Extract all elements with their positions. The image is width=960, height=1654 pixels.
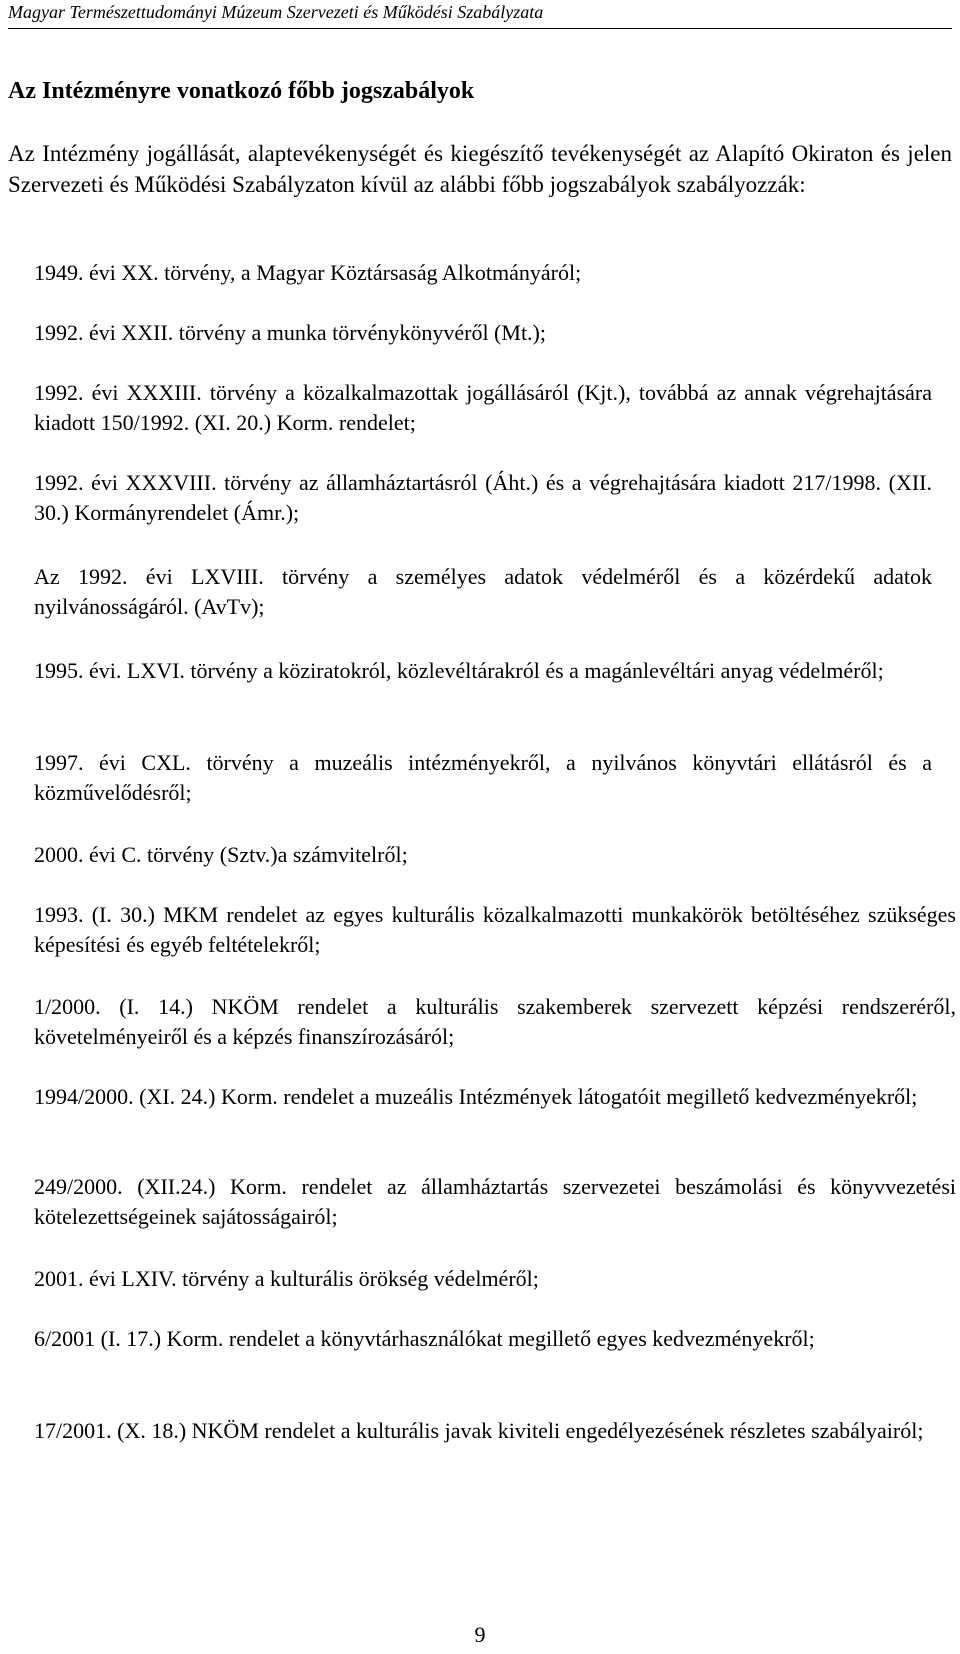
law-item: 1/2000. (I. 14.) NKÖM rendelet a kulturális szakemberek szervezett képzési rendszeréről, követelményeiről és a képzés finanszírozásáról; (34, 994, 956, 1049)
law-item: 17/2001. (X. 18.) NKÖM rendelet a kulturális javak kiviteli engedélyezésének részletes szabályairól; (34, 1418, 924, 1443)
law-item: 1993. (I. 30.) MKM rendelet az egyes kulturális közalkalmazotti munkakörök betöltéséhez szükséges képesítési és egyéb feltételekről; (34, 902, 956, 957)
law-item: 6/2001 (I. 17.) Korm. rendelet a könyvtárhasználókat megillető egyes kedvezményekről; (34, 1326, 815, 1351)
law-item: 1992. évi XXXVIII. törvény az államháztartásról (Áht.) és a végrehajtására kiadott 217/1998. (XII. 30.) Kormányrendelet (Ámr.); (34, 470, 932, 525)
law-item: 2000. évi C. törvény (Sztv.)a számvitelről; (34, 842, 408, 867)
section-heading: Az Intézményre vonatkozó főbb jogszabályok (8, 78, 475, 104)
law-item: Az 1992. évi LXVIII. törvény a személyes adatok védelméről és a közérdekű adatok nyilvánosságáról. (AvTv); (34, 564, 932, 619)
law-item: 1994/2000. (XI. 24.) Korm. rendelet a muzeális Intézmények látogatóit megillető kedvezményekről; (34, 1084, 918, 1109)
law-item: 249/2000. (XII.24.) Korm. rendelet az államháztartás szervezetei beszámolási és könyvvezetési kötelezettségeinek sajátosságairól; (34, 1174, 956, 1229)
law-item: 1949. évi XX. törvény, a Magyar Köztársaság Alkotmányáról; (34, 260, 582, 285)
law-item: 2001. évi LXIV. törvény a kulturális örökség védelméről; (34, 1266, 539, 1291)
law-item: 1992. évi XXXIII. törvény a közalkalmazottak jogállásáról (Kjt.), továbbá az annak végrehajtására kiadott 150/1992. (XI. 20.) Korm. rendelet; (34, 380, 932, 435)
law-item: 1995. évi. LXVI. törvény a köziratokról, közlevéltárakról és a magánlevéltári anyag védelméről; (34, 658, 884, 683)
page-number: 9 (474, 1622, 486, 1647)
law-item: 1997. évi CXL. törvény a muzeális intézményekről, a nyilvános könyvtári ellátásról és a közművelődésről; (34, 750, 932, 805)
intro-paragraph: Az Intézmény jogállását, alaptevékenységét és kiegészítő tevékenységét az Alapító Okiraton és jelen Szervezeti és Működési Szabályzaton kívül az alábbi főbb jogszabályok szabályozzák: (8, 141, 952, 197)
running-header: Magyar Természettudományi Múzeum Szervezeti és Működési Szabályzata (8, 0, 952, 29)
law-item: 1992. évi XXII. törvény a munka törvénykönyvéről (Mt.); (34, 320, 546, 345)
